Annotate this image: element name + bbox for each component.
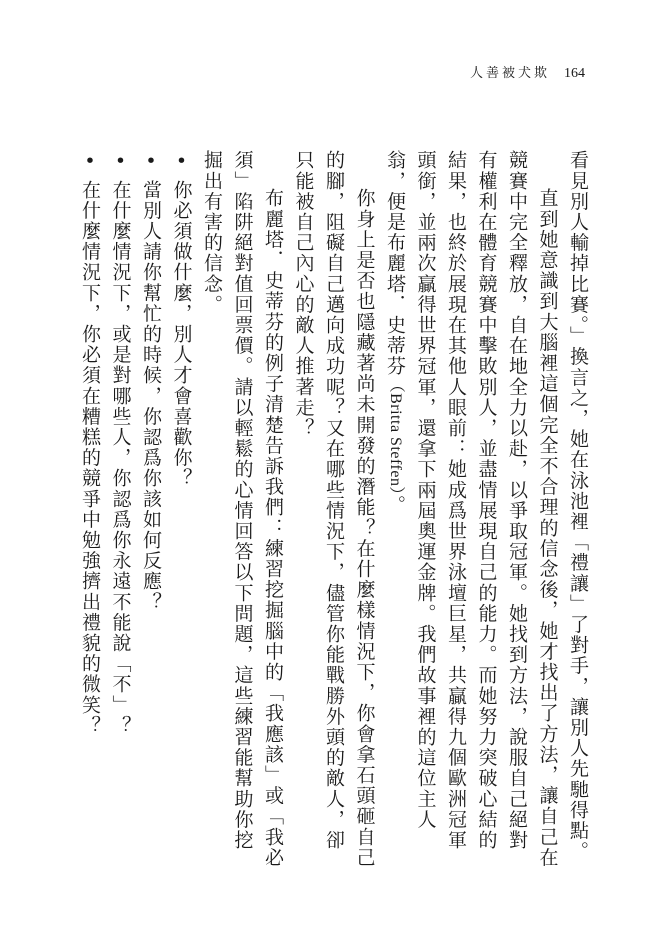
body-text — [63, 150, 593, 870]
name-latin: （Britta Steffen） — [387, 376, 404, 495]
bullet-icon: • — [79, 150, 101, 174]
bullet-icon: • — [109, 150, 132, 174]
book-title: 人善被犬欺 — [469, 66, 550, 81]
paragraph-exercise: 布麗塔．史蒂芬的例子清楚告訴我們：練習挖掘腦中的「我應該」或「我必須」陷阱絕對值回票價。請以輕鬆的心情回答以下問題，這些練習能幫助你挖掘出有害的信念。 — [201, 150, 284, 868]
bullet-icon: • — [140, 150, 162, 174]
question-text: 在什麼情況下，或是對哪些人，你認爲你永遠不能說「不」？ — [109, 179, 132, 736]
paragraph-story-end: 。 — [384, 494, 406, 516]
list-item — [136, 150, 167, 870]
question-list — [75, 150, 197, 870]
paragraph-question: 你身上是否也隱藏著尚未開發的潛能？在什麼樣情況下，你會拿石頭砸自己的腳，阻礙自己邁向成功呢？又在哪些情況下，儘管你能戰勝外頭的敵人，卻只能被自己內心的敵人推著走？ — [292, 150, 376, 868]
question-text: 你必須做什麼，別人才會喜歡你？ — [170, 179, 193, 489]
paragraph-continued: 看見別人輸掉比賽。」換言之，她在泳池裡「禮讓」了對手，讓別人先馳得點。 — [567, 150, 589, 862]
bullet-icon: • — [170, 150, 193, 174]
paragraph-story — [380, 150, 563, 870]
page-number: 164 — [564, 66, 585, 81]
running-header — [470, 62, 585, 82]
paragraph-story-text: 直到她意識到大腦裡這個完全不合理的信念後，她才找出了方法，讓自己在競賽中完全釋放，自在地全力以赴，以爭取冠軍。她找到方法，說服自己絕對有權利在體育競賽中擊敗別人，並盡情展現自己的能力。而她努力突破心結的結果，也終於展現在其他人眼前：她成爲世界泳壇巨星，共贏得九個歐洲冠軍頭銜，並兩次贏得世界冠軍，還拿下兩屆奧運金牌。我們故事裡的這位主人翁，便是布麗塔．史蒂芬 — [384, 150, 559, 868]
question-text: 當別人請你幫忙的時候，你認爲你該如何反應？ — [140, 179, 162, 613]
list-item — [105, 150, 136, 870]
question-text: 在什麼情況下，你必須在糟糕的競爭中勉強擠出禮貌的微笑？ — [79, 179, 101, 736]
list-item — [75, 150, 106, 870]
list-item — [166, 150, 197, 870]
